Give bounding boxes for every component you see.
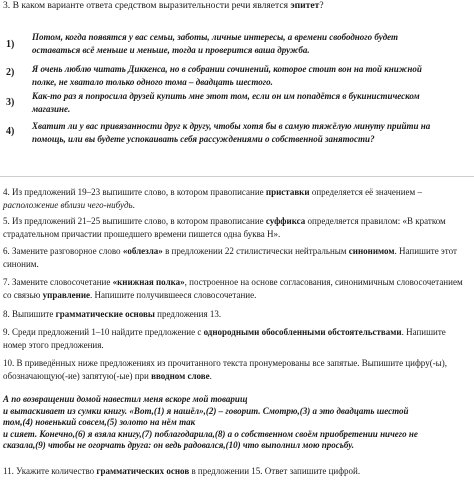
q4-text-3: . [132, 199, 135, 210]
q6-text-2: в предложении 22 стилистически нейтральным [162, 246, 349, 256]
q9-bold: однородными обособленными обстоятельствами [203, 327, 402, 337]
q3-prefix: 3. В каком варианте ответа средством выразительности речи является [3, 0, 291, 11]
question-5 [3, 215, 469, 240]
q3-suffix: ? [319, 0, 324, 11]
q7-text: 7. Замените словосочетание [3, 277, 113, 287]
q6-text-3: . Напишите этот синоним. [3, 246, 457, 269]
passage-line: сказала,(9) чтобы не огорчать друга: он ведь радовался,(10) что выполнил мою просьбу. [3, 440, 354, 451]
q8-bold: грамматические основы [55, 309, 155, 319]
option-text: Я очень люблю читать Диккенса, но в собрании сочинений, которое стоит вон на той книжной полке, не хватало только одного тома – двадцать шестого. [32, 64, 422, 87]
q7-text-2: , построенное на основе согласования, синонимичным словосочетанием со связью [3, 277, 463, 300]
passage-line: и сияет. Конечно,(6) я взяла книгу,(7) поблагодарила,(8) а о собственном своём приобретении ничего не [3, 428, 418, 439]
q11-text: 11. Укажите количество [3, 466, 97, 476]
question-10 [3, 357, 469, 382]
q4-italic: расположение вблизи чего-нибудь [3, 199, 133, 210]
passage-line: том,(4) новенький совсем,(5) золото на нём так [3, 417, 196, 428]
q8-text-2: предложения 13. [154, 309, 222, 319]
q11-text-2: в предложении 15. Ответ запишите цифрой. [189, 466, 361, 476]
q10-bold: вводном слове [151, 370, 210, 381]
q6-bold: «облезла» [122, 246, 163, 256]
q5-text: 5. Из предложений 21–25 выпишите слово, в котором правописание [3, 216, 266, 226]
q7-bold: «книжная полка» [112, 277, 185, 287]
passage-line: и вытаскивает из сумки книгу. «Вот,(1) я нашёл»,(2) – говорит. Смотрю,(3) а это двадцать шестой [3, 405, 409, 416]
q4-bold: приставки [265, 187, 310, 197]
option-number: 2) [6, 67, 15, 78]
q9-text: 9. Среди предложений 1–10 найдите предложение с [3, 327, 204, 337]
q11-bold: грамматических основ [96, 466, 190, 476]
option-number: 1) [6, 39, 15, 50]
option-text: Как-то раз я попросила друзей купить мне этот том, если он им попадётся в букинистическом магазине. [32, 91, 420, 114]
option-text: Потом, когда появятся у вас семьи, заботы, личные интересы, а времени свободного будет оставаться всё меньше и меньше, тогда и проверится ваша дружба. [32, 32, 399, 55]
q4-text-2: определяется её значением – [309, 187, 422, 197]
q6-text: 6. Замените разговорное слово [3, 246, 123, 256]
divider [0, 176, 474, 177]
q10-text: 10. В приведённых ниже предложениях из прочитанного текста пронумерованы все запятые. Выпишите цифру(-ы), обозначающую(-ие) запятую(-ые) при [3, 358, 447, 381]
answer-options [0, 0, 474, 160]
q10-text-2: . [209, 370, 212, 381]
passage [3, 394, 443, 452]
question-9 [3, 326, 469, 351]
question-4 [3, 186, 469, 211]
q6-bold-2: синонимом [348, 246, 395, 256]
q8-text: 8. Выпишите [3, 309, 56, 319]
q5-text-2: определяется правилом: «В кратком страдательном причастии прошедшего времени пишется одна буква Н». [3, 216, 446, 239]
q9-text-2: . Напишите номер этого предложения. [3, 327, 446, 350]
question-8 [3, 308, 469, 321]
q4-text: 4. Из предложений 19–23 выпишите слово, в котором правописание [3, 187, 266, 197]
option-number: 3) [6, 97, 15, 108]
passage-line: А по возвращении домой навестил меня вскоре мой товарищ [3, 394, 248, 404]
option-number: 4) [6, 126, 15, 137]
option-text: Хватит ли у вас привязанности друг к другу, чтобы хотя бы в самую тяжёлую минуту прийти на помощь, или вы будете успокаивать себя рассуждениями о собственной занятости? [32, 121, 431, 144]
question-7 [3, 276, 469, 301]
q3-highlight: эпитет [290, 0, 320, 11]
q5-bold: суффикса [265, 216, 306, 226]
q7-text-3: . Напишите получившееся словосочетание. [90, 289, 257, 300]
question-6 [3, 245, 469, 270]
q7-bold-2: управление [42, 289, 90, 300]
question-11 [3, 465, 469, 478]
